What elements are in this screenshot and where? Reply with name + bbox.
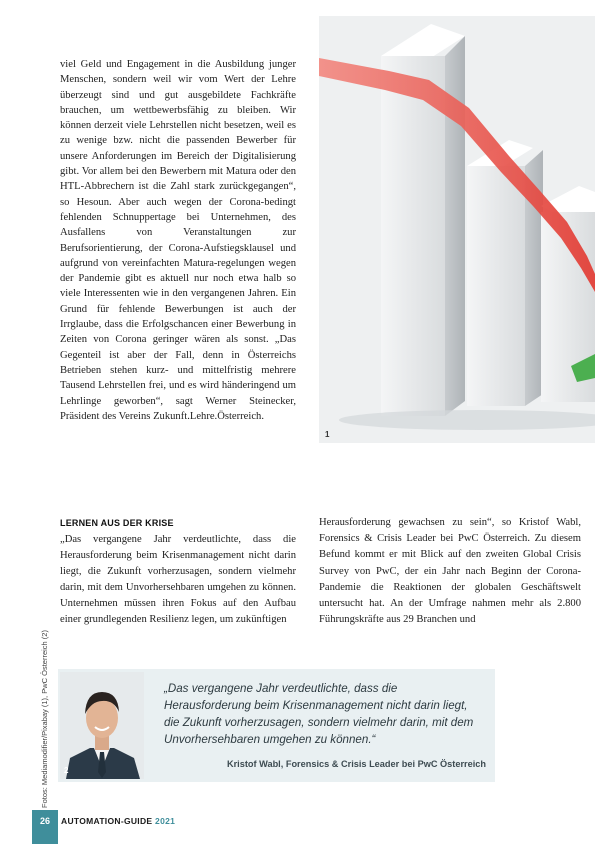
portrait-photo <box>60 672 144 779</box>
page-number: 26 <box>32 810 58 844</box>
pull-quote-text: „Das vergangene Jahr verdeutlichte, dass die Herausforderung beim Krisenmanagement nicht darin liegt, die Zukunft vorherzusagen, sondern vielmehr darin, mit dem Unvorhersehbaren umgehen zu können.“ <box>164 682 474 746</box>
pull-quote-attribution: Kristof Wabl, Forensics & Crisis Leader bei PwC Österreich <box>226 759 486 769</box>
article-text-bottom-left: „Das vergangene Jahr verdeutlichte, dass die Herausforderung beim Krisenmanagement nicht darin liegt, die Zukunft vorherzusagen, sondern vielmehr darin, mit dem Unvorhersehbaren umgehen zu können. Unternehmen müssen ihren Fokus auf den Aufbau einer grundlegenden Resilienz legen, um zukünftigen <box>60 534 296 625</box>
section-heading: LERNEN AUS DER KRISE <box>60 518 174 528</box>
hero-image <box>319 16 595 443</box>
publication-title <box>61 816 175 826</box>
publication-year: 2021 <box>155 816 176 826</box>
hero-image-number: 1 <box>325 430 330 439</box>
declining-bars-illustration <box>319 16 595 443</box>
portrait-image-number: 2 <box>64 766 69 775</box>
photo-credit: Fotos: Mediamodifier/Pixabay (1), PwC Österreich (2) <box>40 630 49 808</box>
article-text-top-left: viel Geld und Engagement in die Ausbildung junger Menschen, sondern weil wir vom Wert der Lehre überzeugt sind und gut ausgebildete Fachkräfte brauchen, um wettbewerbsfähig zu bleiben. Wir können derzeit viele Lehrstellen nicht besetzen, weil es zu wenige bzw. nicht die passenden Bewerber für unsere Anforderungen im Bereich der Digitalisierung gibt. Vor allem bei den Bewerbern mit Matura oder den HTL-Abbrechern ist die Zahl stark zurückgegangen“, so Hesoun. Aber auch wegen der Corona-bedingt fehlenden Schnuppertage bei Unternehmen, des Ausfallens von Veranstaltungen zur Berufsorientierung, der Corona-Aufstiegsklausel und aufgrund von vereinfachten Matura-regelungen wegen der Pandemie gibt es aktuell nur noch etwa halb so viele Interessenten wie in den vergangenen Jahren. Ein Grund für fehlende Bewerbungen ist auch der Irrglaube, dass die Erfolgschancen einer Bewerbung in Zeiten von Corona geringer wären als sonst. „Das Gegenteil ist aber der Fall, denn in Österreichs Betrieben stehen kurz- und mittelfristig mehrere Tausend Lehrstellen frei, und es wird händeringend um Lehrlinge geworben“, sagt Werner Steinecker, Präsident des Vereins Zukunft.Lehre.Österreich. <box>60 59 296 422</box>
publication-name: AUTOMATION-GUIDE <box>61 816 153 826</box>
pull-quote-box <box>58 669 495 782</box>
portrait-illustration <box>60 672 144 779</box>
article-text-bottom-right: Herausforderung gewachsen zu sein“, so Kristof Wabl, Forensics & Crisis Leader bei PwC Österreich. Zu diesem Befund kommt er mit Blick auf den zweiten Global Crisis Survey von PwC, der ein Jahr nach Beginn der Corona-Pandemie die Reaktionen der globalen Geschäftswelt untersucht hat. An der Umfrage nahmen mehr als 2.800 Führungskräfte aus 29 Branchen und <box>319 517 581 626</box>
